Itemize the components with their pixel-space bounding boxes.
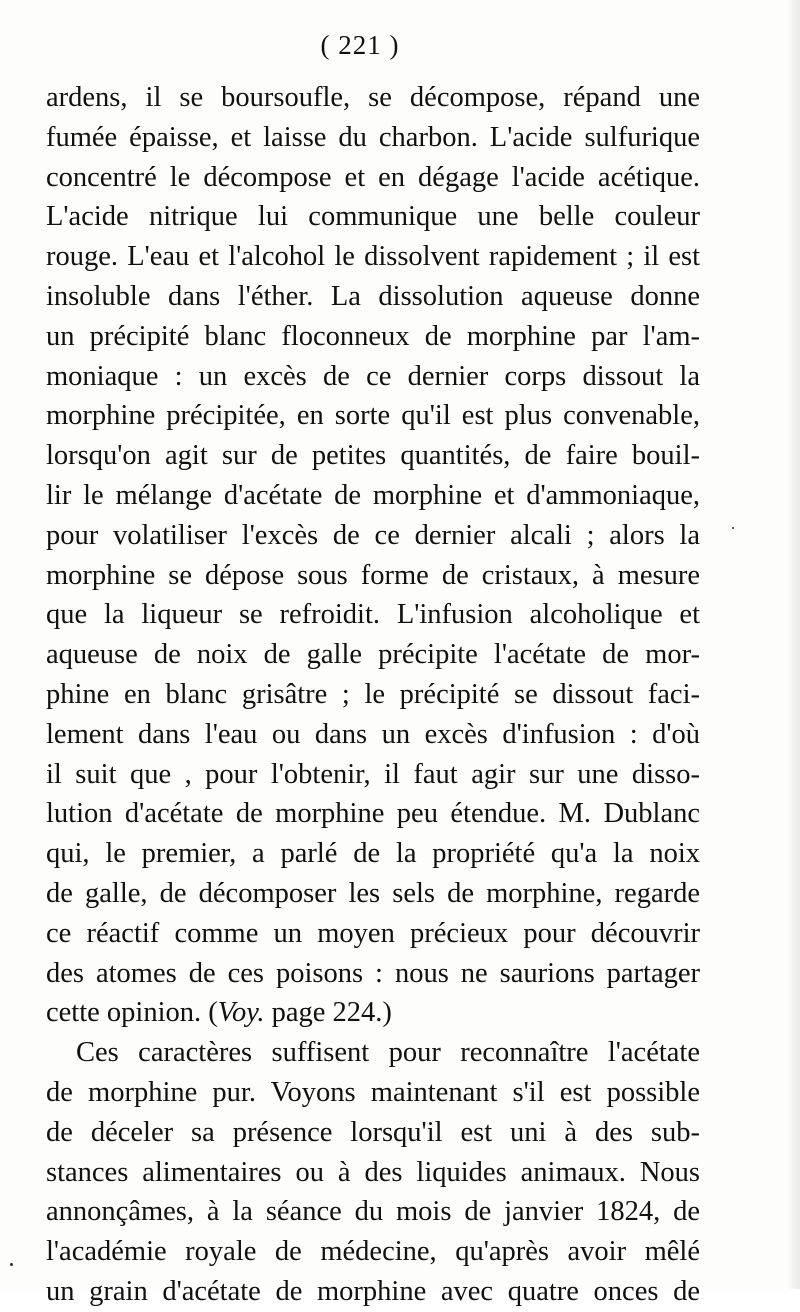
- text-line: l'académie royale de médecine, qu'après avoir mêlé: [46, 1236, 700, 1268]
- text-line: ce réactif comme un moyen précieux pour découvrir: [46, 917, 700, 949]
- text-line: un précipité blanc floconneux de morphine par l'am-: [46, 320, 700, 352]
- text-line: rouge. L'eau et l'alcohol le dissolvent rapidement ; il est: [46, 241, 700, 273]
- text-line: que la liqueur se refroidit. L'infusion alcoholique et: [46, 599, 700, 631]
- text-line: aqueuse de noix de galle précipite l'acétate de mor-: [46, 639, 700, 671]
- text-line: de galle, de décomposer les sels de morphine, regarde: [46, 877, 700, 909]
- text-line: un grain d'acétate de morphine avec quatre onces de: [46, 1275, 700, 1307]
- text-line: il suit que , pour l'obtenir, il faut agir sur une disso-: [46, 758, 700, 790]
- text-line-with-reference: [46, 993, 700, 1033]
- reference-suffix: page 224.): [264, 997, 392, 1029]
- reference-italic: Voy.: [217, 997, 265, 1029]
- text-line: qui, le premier, a parlé de la propriété qu'a la noix: [46, 838, 700, 870]
- ink-speck: [732, 527, 734, 529]
- text-line: moniaque : un excès de ce dernier corps dissout la: [46, 360, 700, 392]
- text-line: morphine précipitée, en sorte qu'il est plus convenable,: [46, 400, 700, 432]
- text-line: lorsqu'on agit sur de petites quantités, de faire bouil-: [46, 440, 700, 472]
- page-edge-shadow: [786, 0, 800, 1289]
- text-line: phine en blanc grisâtre ; le précipité se dissout faci-: [46, 678, 700, 710]
- body-text: [46, 78, 700, 1312]
- text-line: stances alimentaires ou à des liquides animaux. Nous: [46, 1156, 700, 1188]
- text-line: de déceler sa présence lorsqu'il est uni à des sub-: [46, 1116, 700, 1148]
- text-line: fumée épaisse, et laisse du charbon. L'acide sulfurique: [46, 121, 700, 153]
- text-line: ardens, il se boursoufle, se décompose, répand une: [46, 82, 700, 113]
- reference-prefix: cette opinion. (: [46, 997, 218, 1029]
- text-line: pour volatiliser l'excès de ce dernier alcali ; alors la: [46, 519, 700, 551]
- text-line: L'acide nitrique lui communique une belle couleur: [46, 201, 700, 233]
- text-line: morphine se dépose sous forme de cristaux, à mesure: [46, 559, 700, 591]
- text-line: concentré le décompose et en dégage l'acide acétique.: [46, 161, 700, 193]
- text-line: des atomes de ces poisons : nous ne saurions partager: [46, 957, 700, 989]
- paragraph-first-line: Ces caractères suffisent pour reconnaître l'acétate: [76, 1037, 700, 1069]
- ink-speck: [10, 1263, 13, 1266]
- text-line: insoluble dans l'éther. La dissolution aqueuse donne: [46, 280, 700, 312]
- text-line: lution d'acétate de morphine peu étendue. M. Dublanc: [46, 798, 700, 830]
- text-line: lir le mélange d'acétate de morphine et d'ammoniaque,: [46, 479, 700, 511]
- text-line: annonçâmes, à la séance du mois de janvier 1824, de: [46, 1196, 700, 1228]
- text-line: de morphine pur. Voyons maintenant s'il est possible: [46, 1076, 700, 1108]
- text-line: lement dans l'eau ou dans un excès d'infusion : d'où: [46, 718, 700, 750]
- page-number: ( 221 ): [320, 30, 400, 60]
